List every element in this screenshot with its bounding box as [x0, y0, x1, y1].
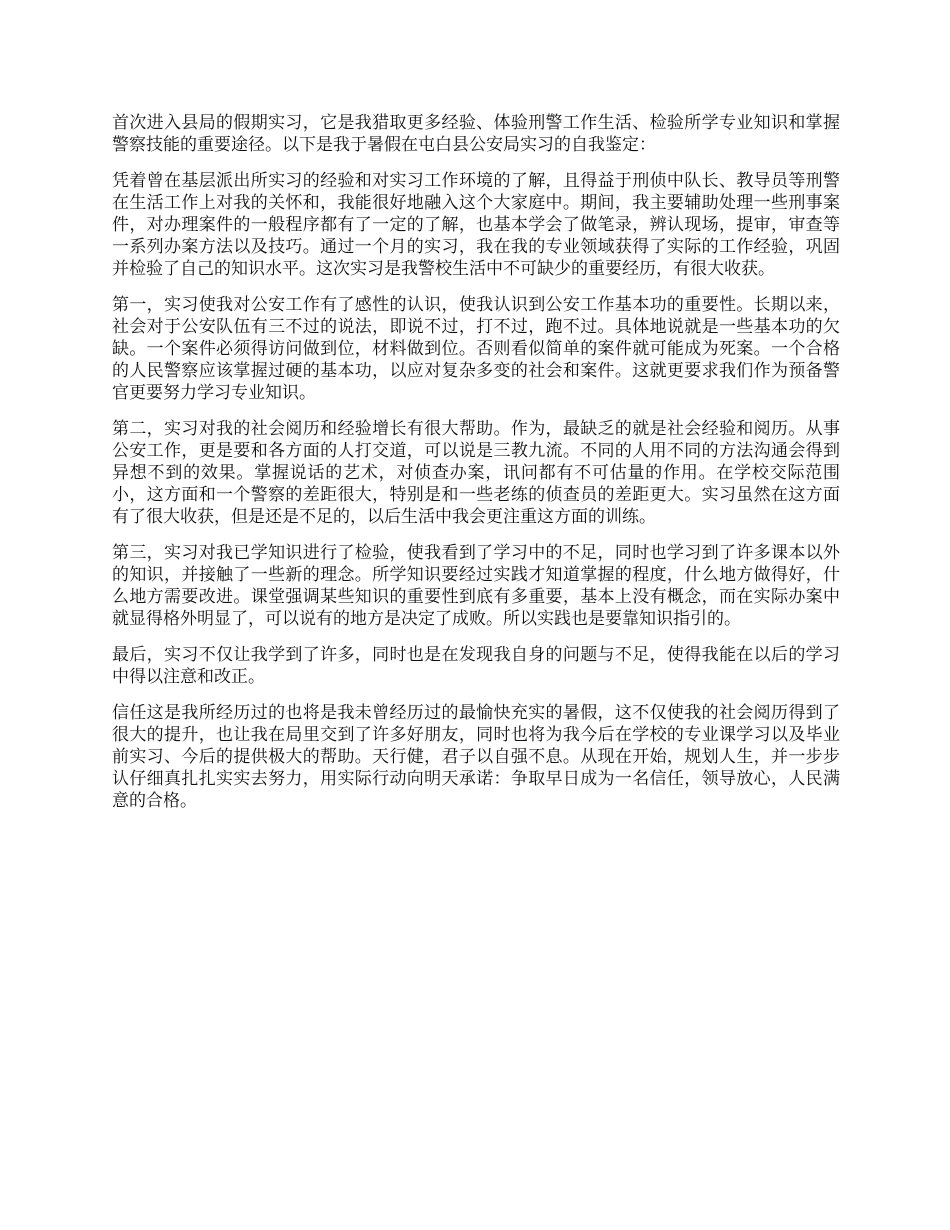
paragraph-intro: 首次进入县局的假期实习，它是我猎取更多经验、体验刑警工作生活、检验所学专业知识和掌握警察技能的重要途径。以下是我于暑假在屯白县公安局实习的自我鉴定：	[112, 113, 840, 155]
paragraph-second: 第二，实习对我的社会阅历和经验增长有很大帮助。作为，最缺乏的就是社会经验和阅历。从事公安工作，更是要和各方面的人打交道，可以说是三教九流。不同的人用不同的方法沟通会得到异想不到的效果。掌握说话的艺术，对侦查办案，讯问都有不可估量的作用。在学校交际范围小，这方面和一个警察的差距很大，特别是和一些老练的侦查员的差距更大。实习虽然在这方面有了很大收获，但是还是不足的，以后生活中我会更注重这方面的训练。	[112, 419, 840, 527]
paragraph-experience: 凭着曾在基层派出所实习的经验和对实习工作环境的了解，且得益于刑侦中队长、教导员等刑警在生活工作上对我的关怀和，我能很好地融入这个大家庭中。期间，我主要辅助处理一些刑事案件，对办理案件的一般程序都有了一定的了解，也基本学会了做笔录，辨认现场，提审，审查等一系列办案方法以及技巧。通过一个月的实习，我在我的专业领域获得了实际的工作经验，巩固并检验了自己的知识水平。这次实习是我警校生活中不可缺少的重要经历，有很大收获。	[112, 171, 840, 279]
paragraph-first: 第一，实习使我对公安工作有了感性的认识，使我认识到公安工作基本功的重要性。长期以来，社会对于公安队伍有三不过的说法，即说不过，打不过，跑不过。具体地说就是一些基本功的欠缺。一个案件必须得访问做到位，材料做到位。否则看似简单的案件就可能成为死案。一个合格的人民警察应该掌握过硬的基本功，以应对复杂多变的社会和案件。这就更要求我们作为预备警官更要努力学习专业知识。	[112, 295, 840, 403]
paragraph-finally: 最后，实习不仅让我学到了许多，同时也是在发现我自身的问题与不足，使得我能在以后的学习中得以注意和改正。	[112, 645, 840, 687]
document-body	[112, 112, 840, 826]
paragraph-conclusion: 信任这是我所经历过的也将是我未曾经历过的最愉快充实的暑假，这不仅使我的社会阅历得到了很大的提升，也让我在局里交到了许多好朋友，同时也将为我今后在学校的专业课学习以及毕业前实习、今后的提供极大的帮助。天行健，君子以自强不息。从现在开始，规划人生，并一步步认仔细真扎扎实实去努力，用实际行动向明天承诺：争取早日成为一名信任，领导放心，人民满意的合格。	[112, 703, 840, 811]
paragraph-third: 第三，实习对我已学知识进行了检验，使我看到了学习中的不足，同时也学习到了许多课本以外的知识，并接触了一些新的理念。所学知识要经过实践才知道掌握的程度，什么地方做得好，什么地方需要改进。课堂强调某些知识的重要性到底有多重要，基本上没有概念，而在实际办案中就显得格外明显了，可以说有的地方是决定了成败。所以实践也是要靠知识指引的。	[112, 543, 840, 629]
